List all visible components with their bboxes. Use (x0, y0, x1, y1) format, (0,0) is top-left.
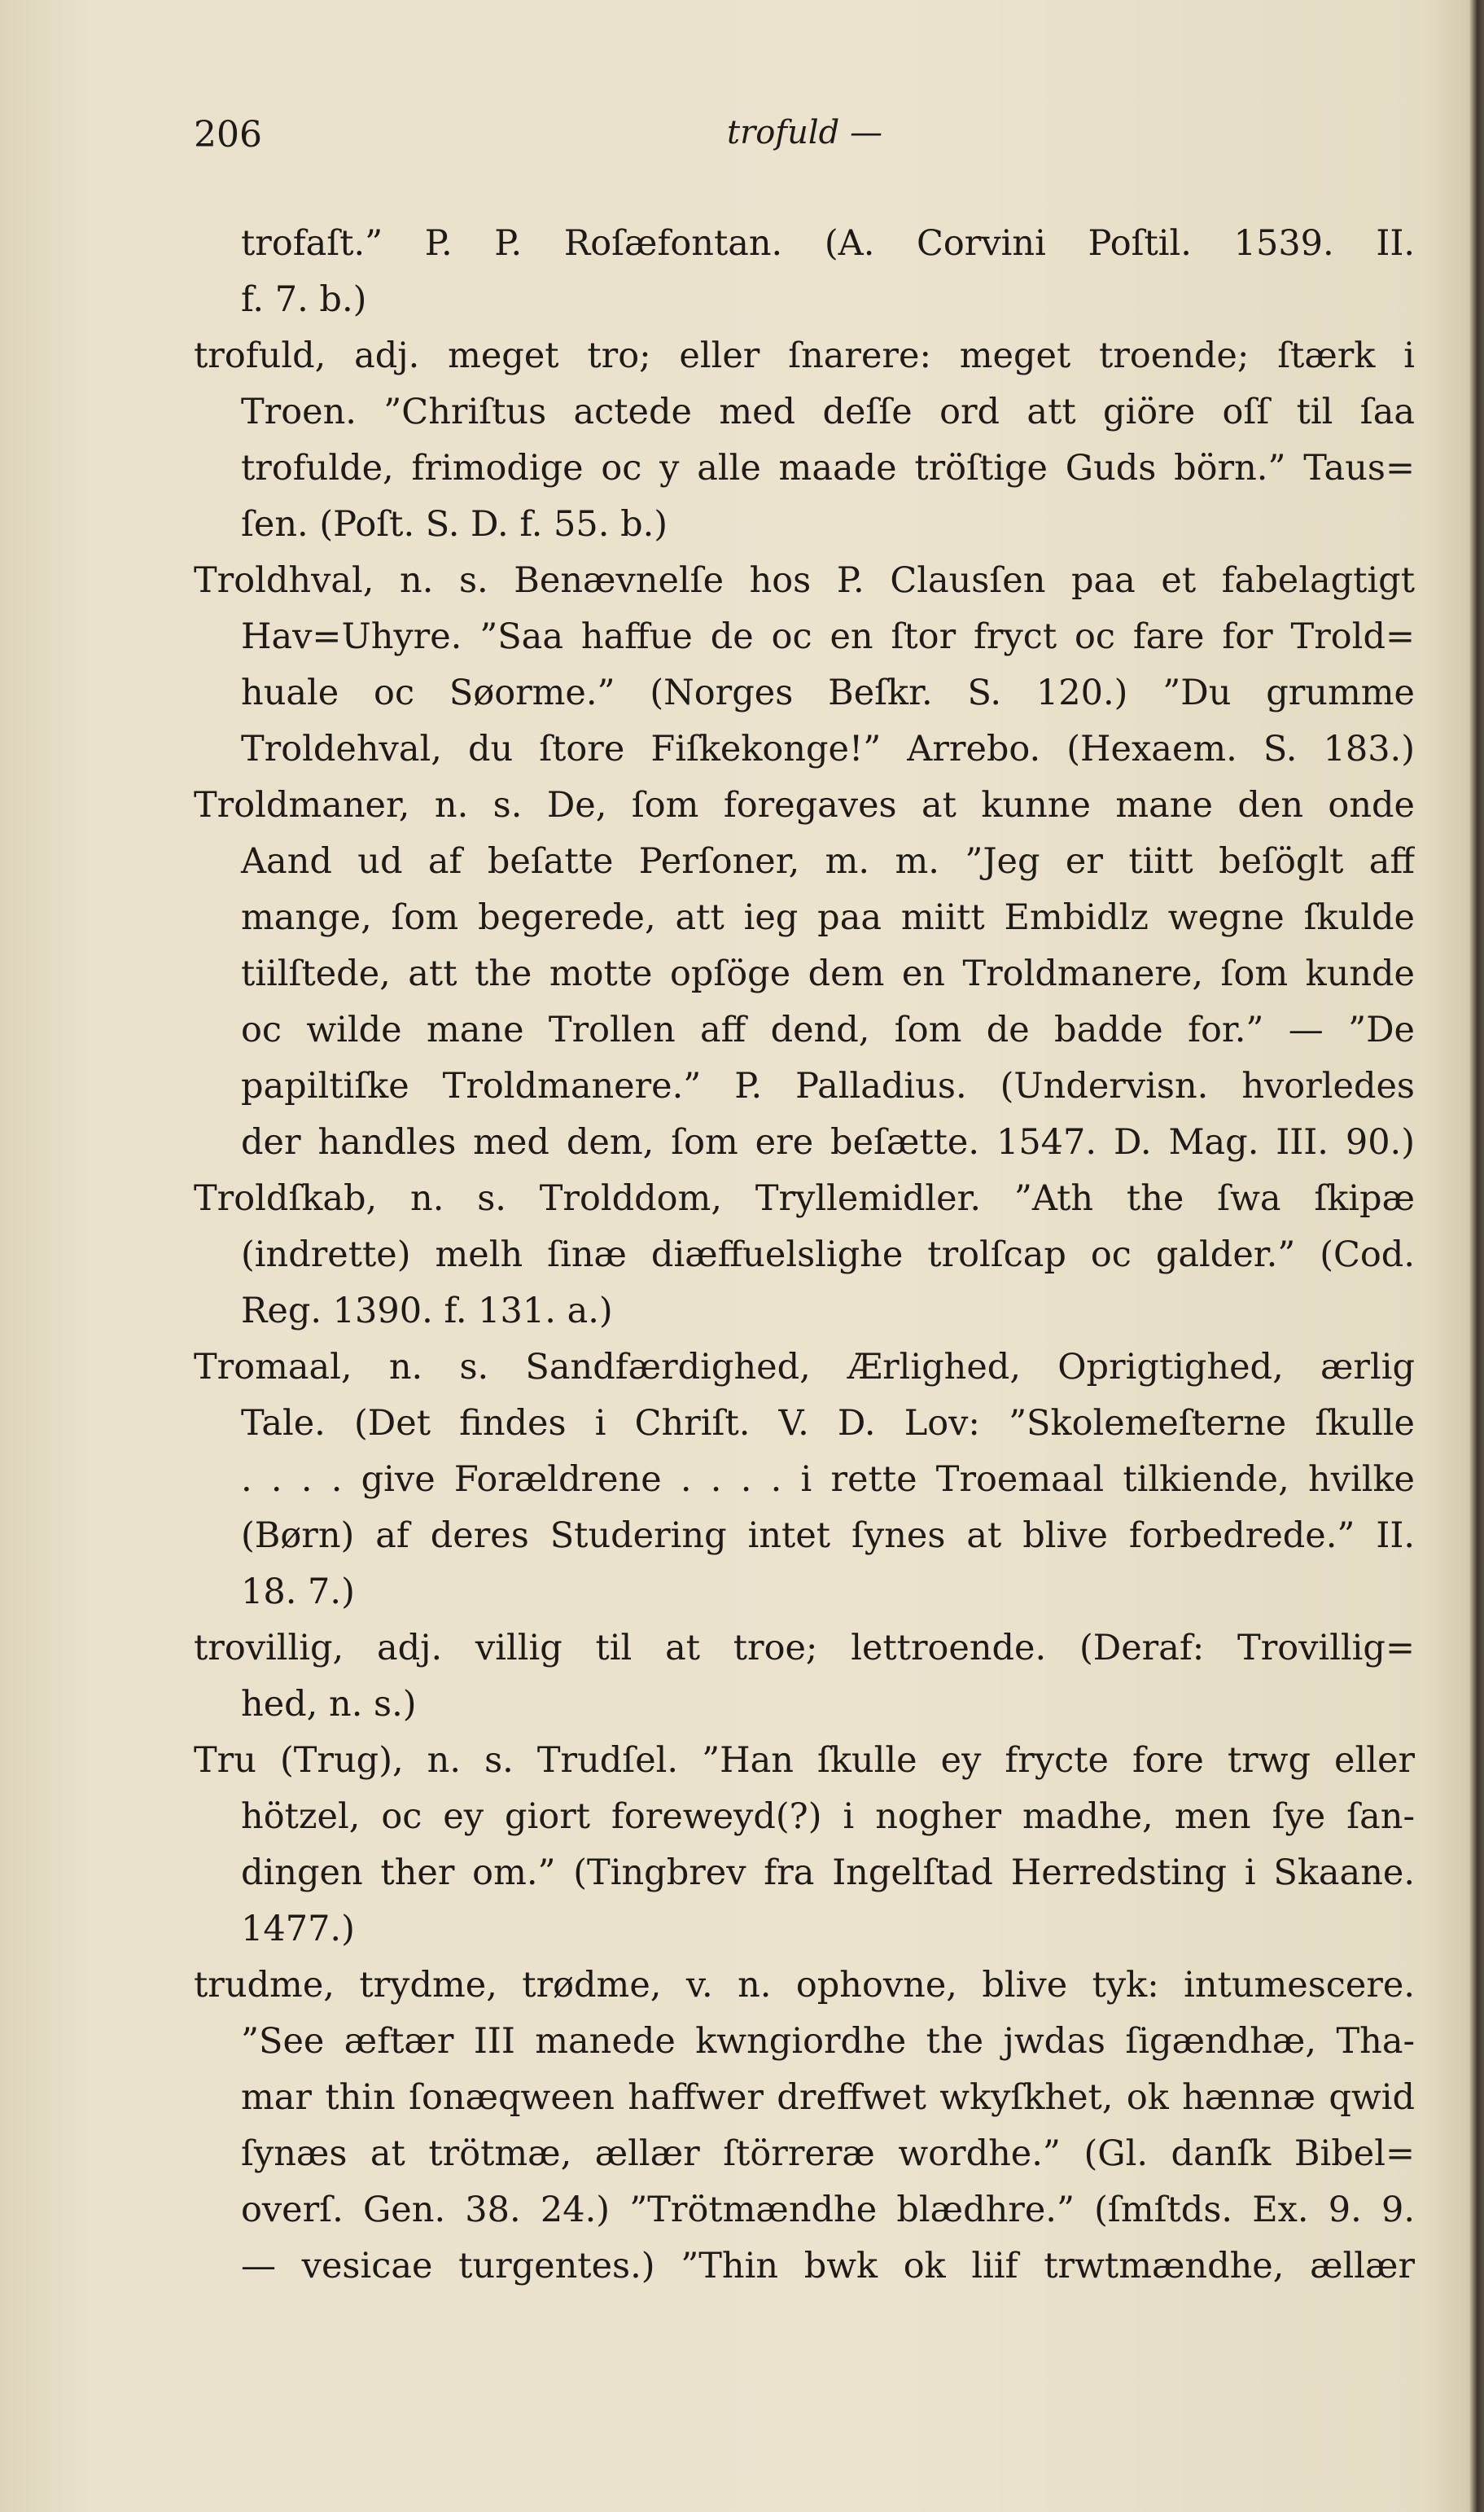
text-line: 1477.) (241, 1909, 355, 1949)
text-line: tiilſtede, att the motte opſöge dem en Troldmanere, ſom kunde (241, 954, 1415, 994)
text-line: Tale. (Det findes i Chriſt. V. D. Lov: ”Skolemeſterne ſkulle (241, 1403, 1415, 1444)
text-line: Troen. ”Chriſtus actede med deſſe ord att giöre oſſ til ſaa (241, 392, 1415, 432)
text-line: overſ. Gen. 38. 24.) ”Trötmændhe blædhre.” (ſmſtds. Ex. 9. 9. (241, 2190, 1415, 2230)
text-line: ”See æftær III manede kwngiordhe the jwdas ſigændhæ, Tha- (241, 2021, 1415, 2062)
text-line: mar thin ſonæqween haffwer dreffwet wkyſkhet, ok hænnæ qwid (241, 2077, 1415, 2118)
page-number: 206 (194, 114, 262, 156)
text-line: Reg. 1390. f. 131. a.) (241, 1291, 613, 1331)
running-head: trofuld — (727, 114, 882, 151)
text-line: mange, ſom begerede, att ieg paa miitt Embidlz wegne ſkulde (241, 897, 1415, 938)
text-line: (indrette) melh ſinæ diæffuelslighe trolſcap oc galder.” (Cod. (241, 1234, 1415, 1275)
text-line: 18. 7.) (241, 1572, 355, 1612)
text-line: Troldehval, du ſtore Fiſkekonge!” Arrebo. (Hexaem. S. 183.) (241, 729, 1415, 769)
entry-line-trovillig: trovillig, adj. villig til at troe; lettroende. (Deraf: Trovillig= (194, 1628, 1415, 1668)
text-line: . . . . give Forældrene . . . . i rette Troemaal tilkiende, hvilke (241, 1459, 1415, 1500)
text-line: huale oc Søorme.” (Norges Beſkr. S. 120.) ”Du grumme (241, 673, 1415, 713)
dictionary-text (194, 216, 1415, 2295)
text-line: trofaſt.” P. P. Roſæfontan. (A. Corvini Poſtil. 1539. II. (241, 223, 1415, 264)
text-line: dingen ther om.” (Tingbrev fra Ingelſtad Herredsting i Skaane. (241, 1852, 1415, 1893)
text-line: papiltiſke Troldmanere.” P. Palladius. (Undervisn. hvorledes (241, 1066, 1415, 1107)
entry-line-tromaal: Tromaal, n. s. Sandfærdighed, Ærlighed, Oprigtighed, ærlig (194, 1347, 1415, 1388)
page-edge (1469, 0, 1484, 2512)
text-line: Aand ud af beſatte Perſoner, m. m. ”Jeg er tiitt beſöglt aff (241, 841, 1415, 882)
entry-line-troldmaner: Troldmaner, n. s. De, ſom foregaves at kunne mane den onde (194, 785, 1415, 826)
entry-line-trofuld: trofuld, adj. meget tro; eller ſnarere: meget troende; ſtærk i (194, 335, 1415, 376)
text-line: ſynæs at trötmæ, ællær ſtörreræ wordhe.” (Gl. danſk Bibel= (241, 2133, 1415, 2174)
text-line: oc wilde mane Trollen aff dend, ſom de badde for.” — ”De (241, 1010, 1415, 1050)
entry-line-tru: Tru (Trug), n. s. Trudſel. ”Han ſkulle ey frycte fore trwg eller (194, 1740, 1415, 1781)
text-line: hötzel, oc ey giort foreweyd(?) i nogher madhe, men ſye ſan- (241, 1796, 1415, 1837)
page-header (194, 114, 1415, 163)
entry-line-troldhval: Troldhval, n. s. Benævnelſe hos P. Clausſen paa et fabelagtigt (194, 560, 1415, 601)
text-line: f. 7. b.) (241, 279, 367, 320)
text-line: Hav=Uhyre. ”Saa haffue de oc en ſtor fryct oc fare for Trold= (241, 616, 1415, 657)
text-line: hed, n. s.) (241, 1684, 417, 1725)
entry-line-trudme: trudme, trydme, trødme, v. n. ophovne, blive tyk: intumescere. (194, 1965, 1415, 2006)
text-line: trofulde, frimodige oc y alle maade tröſtige Guds börn.” Taus= (241, 448, 1415, 489)
entry-line-troldskab: Troldſkab, n. s. Trolddom, Tryllemidler. ”Ath the ſwa ſkipæ (194, 1178, 1415, 1219)
text-line: — vesicae turgentes.) ”Thin bwk ok liif trwtmændhe, ællær (241, 2246, 1415, 2286)
text-line: ſen. (Poſt. S. D. f. 55. b.) (241, 504, 668, 545)
text-line: (Børn) af deres Studering intet ſynes at blive forbedrede.” II. (241, 1515, 1415, 1556)
text-line: der handles med dem, ſom ere beſætte. 1547. D. Mag. III. 90.) (241, 1122, 1415, 1163)
